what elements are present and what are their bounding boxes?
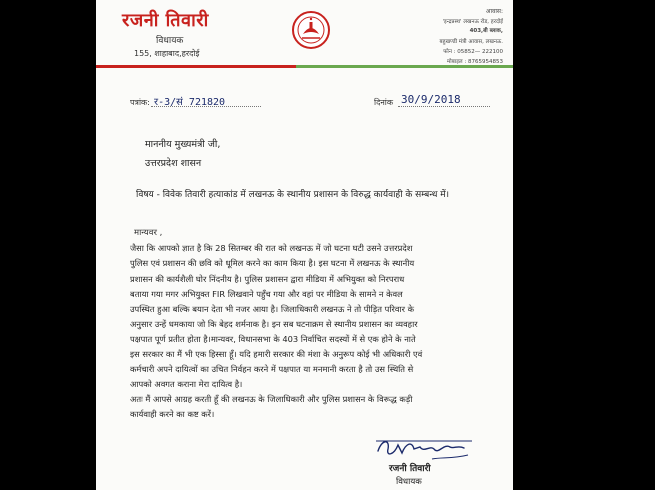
signatory-name: रजनी तिवारी <box>389 464 431 474</box>
salutation: मान्यवर , <box>134 228 163 238</box>
body-line: जैसा कि आपको ज्ञात है कि 28 सितम्बर की रात को लखनऊ में जो घटना घटी उसने उत्तरप्रदेश <box>130 243 413 253</box>
body-line: अनुसार उन्हें धमकाया जो कि बेहद शर्मनाक है। इन सब घटनाक्रम से स्थानीय प्रशासन का व्यवहार <box>130 319 418 329</box>
phone: फोन : 05852— 222100 <box>443 49 503 55</box>
letterhead-address: 155, शाहाबाद,हरदोई <box>134 49 200 58</box>
body-line: प्रशासन की कार्यशैली घोर निंदनीय है। पुलिस प्रशासन द्वारा मीडिया में अभियुक्त को निरपराध <box>130 274 405 284</box>
signatory-designation: विधायक <box>396 477 422 487</box>
state-emblem-icon <box>291 10 331 50</box>
body-line: बताया गया मगर अभियुक्त FIR लिखवाने पहुँच गया और वहां पर मीडिया के सामने न केवल <box>130 289 403 299</box>
recipient-line-1: माननीय मुख्यमंत्री जी, <box>145 139 221 150</box>
address-line-1: 'इन्द्रप्रस्थ' लखनऊ रोड, हरदोई <box>442 19 503 25</box>
body-line: पुलिस एवं प्रशासन की छवि को धूमिल करने का काम किया है। इस घटना में लखनऊ के स्थानीय <box>130 258 415 268</box>
body-line: अतः मैं आपसे आग्रह करती हूँ की लखनऊ के जिलाधिकारी और पुलिस प्रशासन के विरूद्ध कड़ी <box>130 394 413 404</box>
date-dotted-line <box>398 106 490 107</box>
body-line: पक्षपात पूर्ण प्रतीत होता है।मान्यवर, विधानसभा के 403 निर्वाचित सदस्यों में से एक होने के नाते <box>130 334 416 344</box>
body-line: आपको अवगत कराना मेरा दायित्व है। <box>130 379 243 389</box>
recipient-line-2: उत्तरप्रदेश शासन <box>145 158 202 169</box>
date-label: दिनांक <box>374 98 393 107</box>
body-line: कार्यवाही करने का कष्ट करें। <box>130 409 215 419</box>
body-line: कर्मचारी अपने दायित्वों का उचित निर्वहन करने में पक्षपात या मनमानी करता है तो उस स्थिति से <box>130 364 414 374</box>
reference-number: र-3/सं 721820 <box>154 97 226 108</box>
address-line-3: बहुखण्डी मंत्री आवास, लखनऊ. <box>439 39 503 45</box>
mobile: मोबाइल : 8765954853 <box>446 59 503 65</box>
body-line: उपस्थित हुआ बल्कि बयान देता भी नजर आया है। जिलाधिकारी लखनऊ ने तो पीड़ित परिवार के <box>130 304 415 314</box>
letterhead-rule <box>96 65 513 68</box>
body-line: इस सरकार का मैं भी एक हिस्सा हूँ। यदि हमारी सरकार की मंशा के अनुरूप कोई भी अधिकारी एवं <box>130 349 423 359</box>
address-label: आवास: <box>485 8 503 15</box>
handwritten-signature <box>372 433 482 463</box>
reference-label: पत्रांक: <box>130 98 150 107</box>
reference-dotted-line <box>151 106 261 107</box>
letterhead-designation: विधायक <box>156 36 184 46</box>
date-value: 30/9/2018 <box>401 93 461 106</box>
address-line-2: 403,बी ब्लाक, <box>469 28 503 34</box>
letter-page <box>96 0 513 490</box>
letterhead-name: रजनी तिवारी <box>122 10 209 31</box>
subject: विषय - विवेक तिवारी हत्याकांड में लखनऊ के स्थानीय प्रशासन के विरुद्ध कार्यवाही के सम्बन्ध में। <box>136 190 450 200</box>
